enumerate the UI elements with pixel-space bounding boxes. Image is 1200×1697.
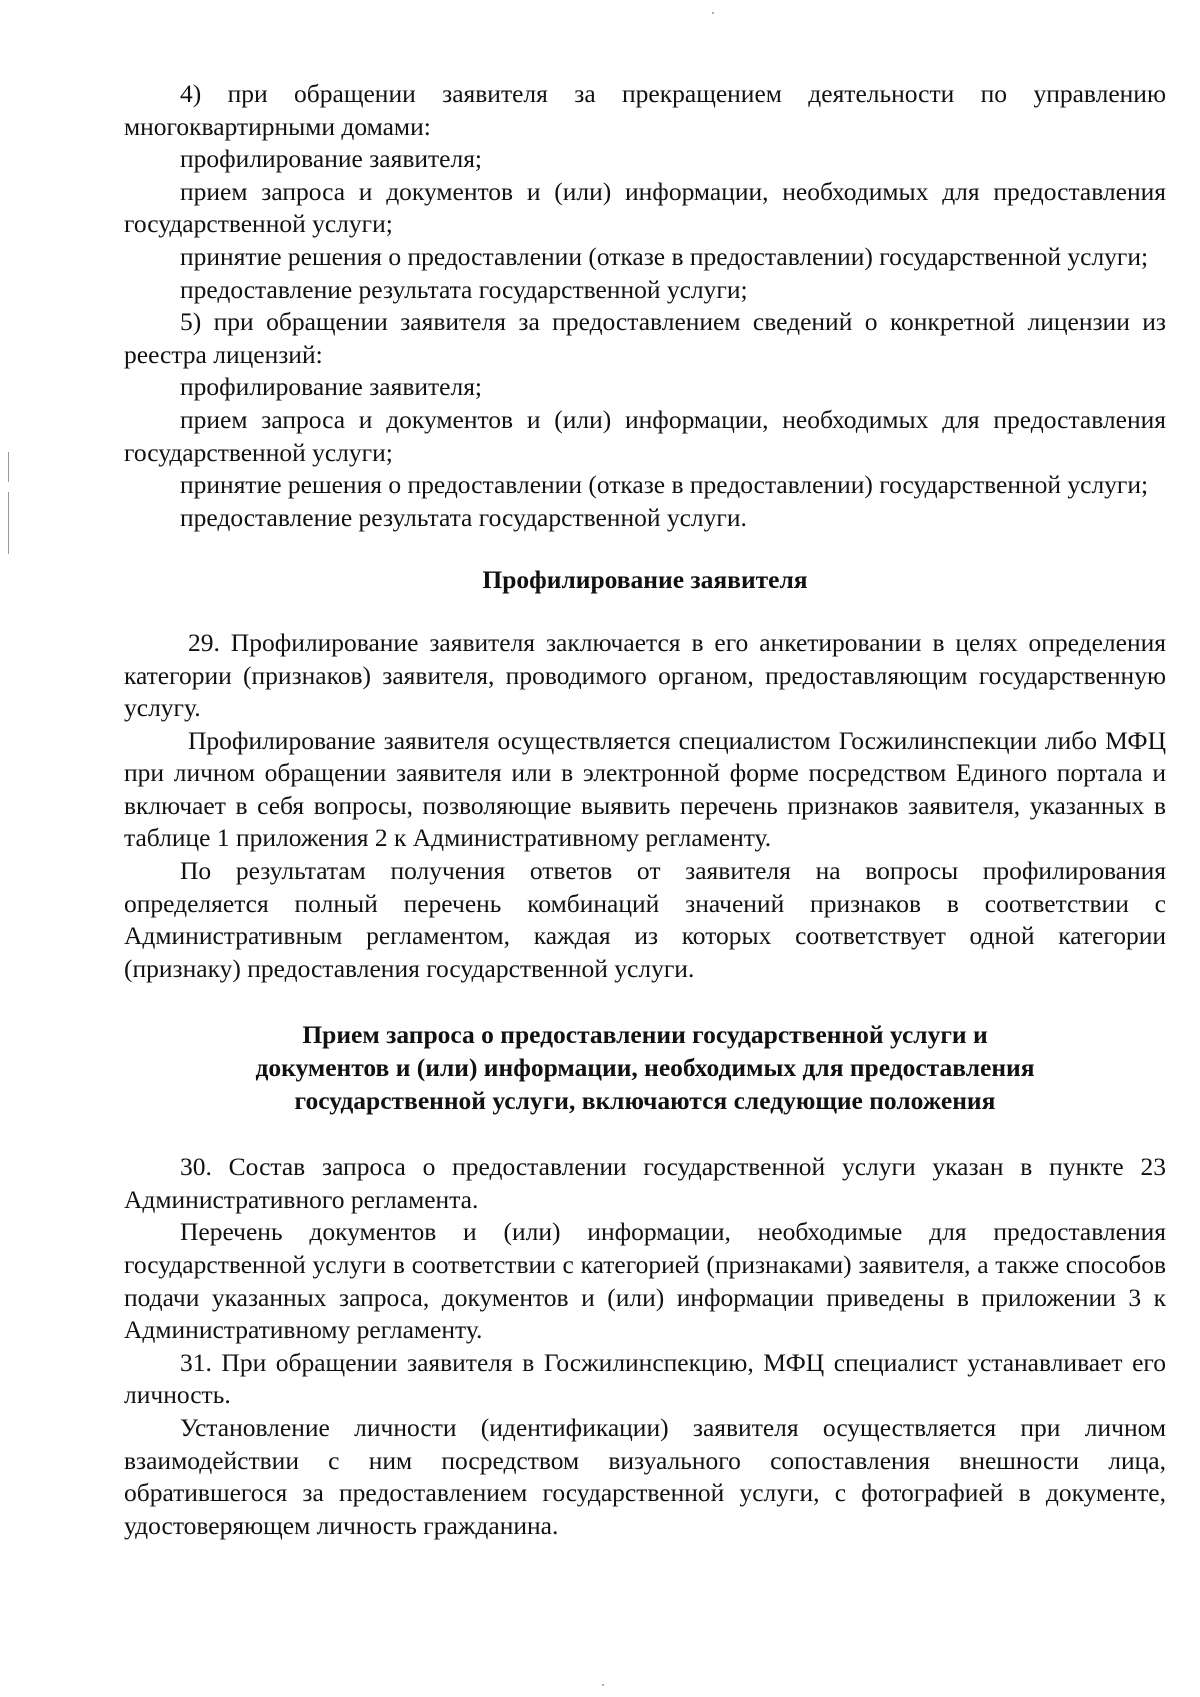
heading-request-line2: документов и (или) информации, необходимых для предоставления: [255, 1053, 1035, 1083]
scan-artifact: [602, 1684, 604, 1686]
section-4-item: прием запроса и документов и (или) информации, необходимых для предоставления государственной услуги;: [124, 176, 1166, 239]
paragraph-30: 30. Состав запроса о предоставлении государственной услуги указан в пункте 23 Административного регламента.: [124, 1152, 1166, 1214]
scan-margin-mark: [8, 452, 9, 482]
section-4-intro: 4) при обращении заявителя за прекращением деятельности по управлению многоквартирными домами:: [124, 79, 1166, 141]
heading-request-line1: Прием запроса о предоставлении государственной услуги и: [302, 1020, 988, 1050]
paragraph-30-2: Перечень документов и (или) информации, необходимые для предоставления государственной услуги в соответствии с категорией (признаками) заявителя, а также способов подачи указанных запроса, документов и (или) информации приведены в приложении 3 к Административному регламенту.: [124, 1217, 1166, 1345]
section-5-item: принятие решения о предоставлении (отказе в предоставлении) государственной услуги;: [180, 470, 1149, 500]
paragraph-31-2: Установление личности (идентификации) заявителя осуществляется при личном взаимодействии с ним посредством визуального сопоставления внешности лица, обратившегося за предоставлением государственной услуги, с фотографией в документе, удостоверяющем личность гражданина.: [124, 1412, 1166, 1540]
scan-artifact: [712, 12, 714, 14]
section-5-item: профилирование заявителя;: [180, 372, 483, 402]
section-4-item: принятие решения о предоставлении (отказе в предоставлении) государственной услуги;: [180, 241, 1149, 271]
scan-margin-mark: [8, 492, 9, 554]
paragraph-29: 29. Профилирование заявителя заключается в его анкетировании в целях определения категории (признаков) заявителя, проводимого органом, предоставляющим государственную услугу.: [124, 627, 1166, 723]
paragraph-31: 31. При обращении заявителя в Госжилинспекцию, МФЦ специалист устанавливает его личность.: [124, 1347, 1166, 1410]
paragraph-29-3: По результатам получения ответов от заявителя на вопросы профилирования определяется полный перечень комбинаций значений признаков в соответствии с Административным регламентом, каждая из которых соответствует одной категории (признаку) предоставления государственной услуги.: [124, 856, 1166, 983]
section-5-intro: 5) при обращении заявителя за предоставлением сведений о конкретной лицензии из реестра лицензий:: [124, 307, 1166, 369]
spacer: [124, 534, 1166, 564]
section-5-item: предоставление результата государственной услуги.: [180, 502, 747, 532]
section-4-item: профилирование заявителя;: [180, 144, 483, 174]
spacer: [124, 985, 1166, 1019]
paragraph-29-2: Профилирование заявителя осуществляется специалистом Госжилинспекции либо МФЦ при личном обращении заявителя или в электронной форме посредством Единого портала и включает в себя вопросы, позволяющие выявить перечень признаков заявителя, указанных в таблице 1 приложения 2 к Административному регламенту.: [124, 725, 1166, 853]
document-page: [124, 78, 1166, 1542]
spacer: [124, 597, 1166, 627]
section-5-item: прием запроса и документов и (или) информации, необходимых для предоставления государственной услуги;: [124, 404, 1166, 467]
heading-request-line3: государственной услуги, включаются следующие положения: [294, 1085, 996, 1115]
heading-profiling: Профилирование заявителя: [482, 565, 808, 595]
section-4-item: предоставление результата государственной услуги;: [180, 274, 748, 304]
spacer: [124, 1117, 1166, 1151]
